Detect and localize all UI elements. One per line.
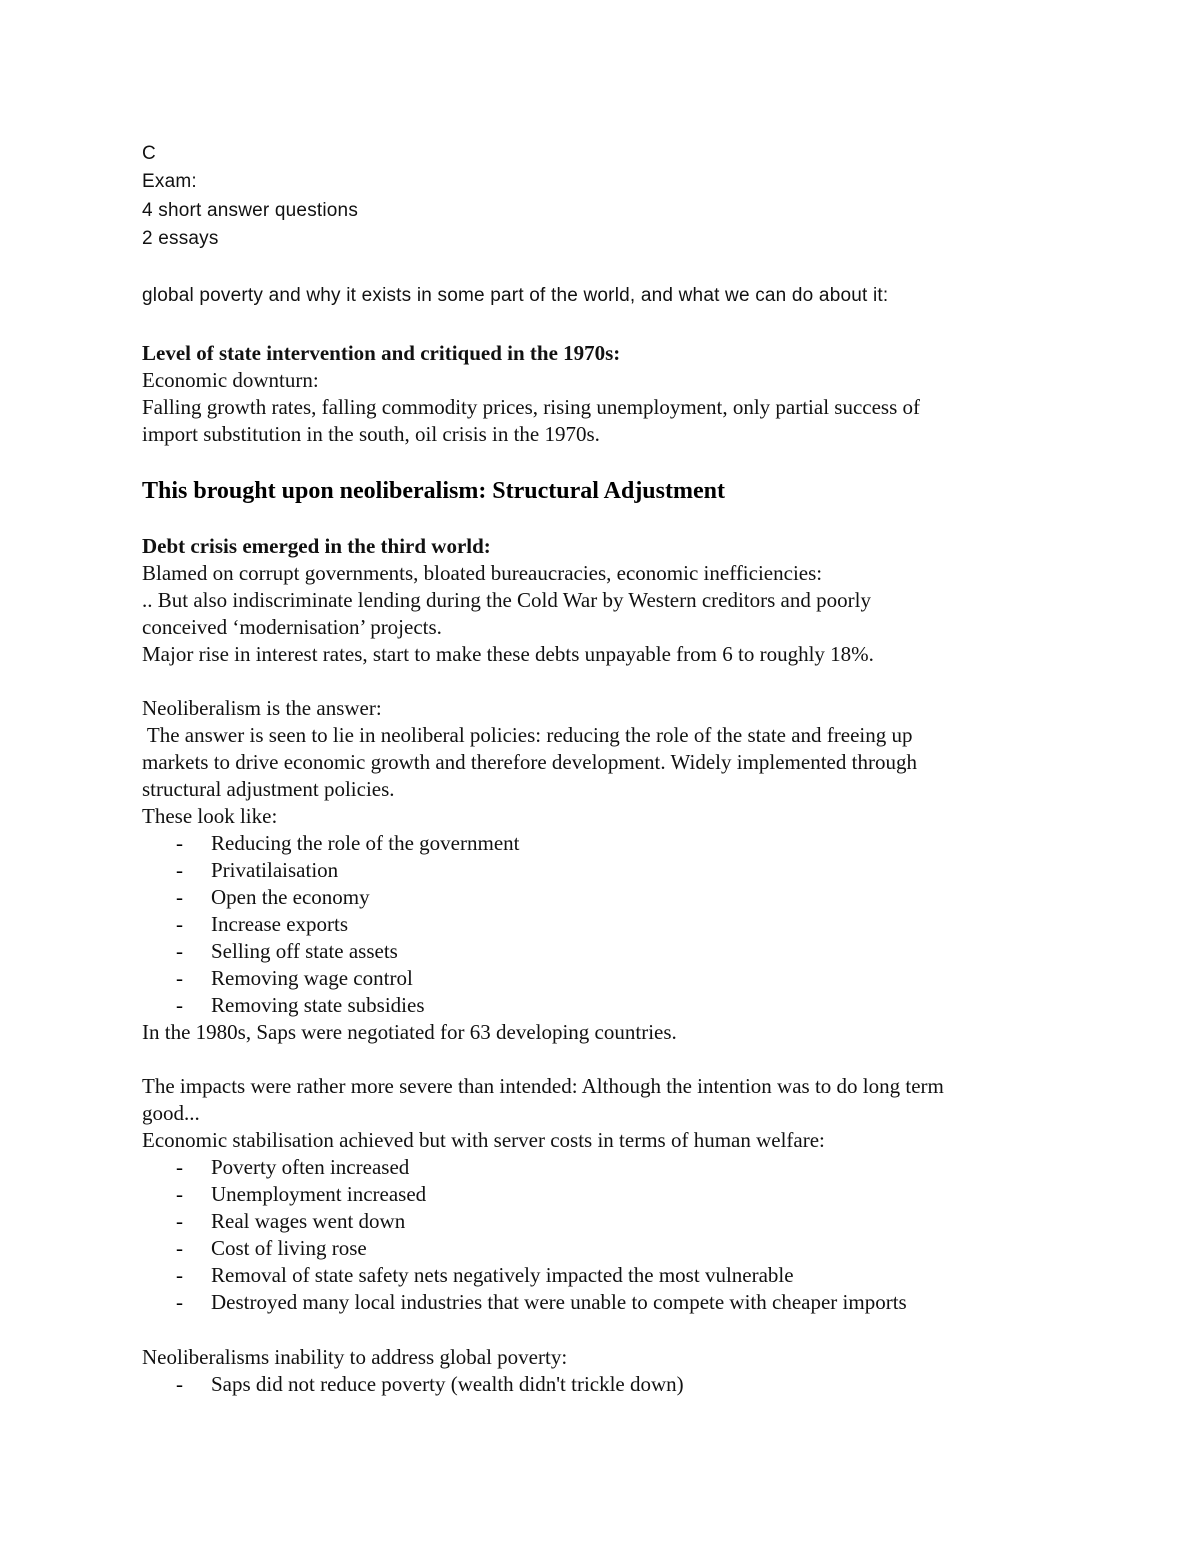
list-item [0,1263,1200,1290]
list-item [0,1236,1200,1263]
list-item-text: Saps did not reduce poverty (wealth didn't trickle down) [211,1372,684,1396]
list-item [0,966,1200,993]
section1-line: Economic downturn: [142,368,319,392]
section1-line: Falling growth rates, falling commodity prices, rising unemployment, only partial success of [142,395,921,419]
exam-short-answers: 4 short answer questions [142,200,359,221]
list-item-text: Poverty often increased [211,1155,410,1179]
section3-line: structural adjustment policies. [142,777,395,801]
section5-title: Neoliberalisms inability to address global poverty: [142,1345,568,1369]
list-item [0,858,1200,885]
section3-line: markets to drive economic growth and therefore development. Widely implemented through [142,750,917,774]
list-dash: - [176,1209,183,1233]
list-dash: - [176,1372,183,1396]
exam-label: Exam: [142,171,197,192]
section2-title: Debt crisis emerged in the third world: [142,534,491,558]
section2-line: Major rise in interest rates, start to make these debts unpayable from 6 to roughly 18%. [142,642,874,666]
list-dash: - [176,1155,183,1179]
section2-line: conceived ‘modernisation’ projects. [142,615,442,639]
list-item-text: Selling off state assets [211,939,398,963]
list-item-text: Removal of state safety nets negatively impacted the most vulnerable [211,1263,794,1287]
list-item-text: Reducing the role of the government [211,831,520,855]
list-item-text: Real wages went down [211,1209,406,1233]
list-item-text: Privatilaisation [211,858,339,882]
list-item [0,1209,1200,1236]
list-dash: - [176,885,183,909]
section3-line: These look like: [142,804,278,828]
list-item [0,1290,1200,1317]
list-dash: - [176,1236,183,1260]
section2-line: Blamed on corrupt governments, bloated bureaucracies, economic inefficiencies: [142,561,823,585]
list-item [0,993,1200,1020]
list-item-text: Unemployment increased [211,1182,427,1206]
list-item [0,885,1200,912]
list-item-text: Cost of living rose [211,1236,367,1260]
main-heading: This brought upon neoliberalism: Structural Adjustment [142,478,725,504]
list-item [0,912,1200,939]
list-item [0,939,1200,966]
section4-line: The impacts were rather more severe than intended: Although the intention was to do long term [142,1074,944,1098]
section1-line: import substitution in the south, oil crisis in the 1970s. [142,422,600,446]
header-letter: C [142,143,156,164]
list-dash: - [176,966,183,990]
list-item-text: Removing state subsidies [211,993,425,1017]
list-item-text: Open the economy [211,885,370,909]
intro-line: global poverty and why it exists in some part of the world, and what we can do about it: [142,285,889,306]
section1-title: Level of state intervention and critiqued in the 1970s: [142,341,621,365]
list-dash: - [176,1263,183,1287]
list-item [0,831,1200,858]
list-dash: - [176,831,183,855]
section2-line: .. But also indiscriminate lending during the Cold War by Western creditors and poorly [142,588,871,612]
list-item [0,1182,1200,1209]
list-item [0,1372,1200,1399]
list-dash: - [176,1290,183,1314]
list-item-text: Increase exports [211,912,349,936]
list-dash: - [176,939,183,963]
list-item-text: Removing wage control [211,966,413,990]
list-dash: - [176,912,183,936]
section3-line: The answer is seen to lie in neoliberal policies: reducing the role of the state and freeing up [142,723,913,747]
exam-essays: 2 essays [142,228,219,249]
section3-line: Neoliberalism is the answer: [142,696,382,720]
list-dash: - [176,993,183,1017]
section4-line: Economic stabilisation achieved but with server costs in terms of human welfare: [142,1128,825,1152]
list-item-text: Destroyed many local industries that were unable to compete with cheaper imports [211,1290,907,1314]
section4-line: good... [142,1101,200,1125]
list-dash: - [176,1182,183,1206]
list-item [0,1155,1200,1182]
section3-closing: In the 1980s, Saps were negotiated for 63 developing countries. [142,1020,677,1044]
list-dash: - [176,858,183,882]
